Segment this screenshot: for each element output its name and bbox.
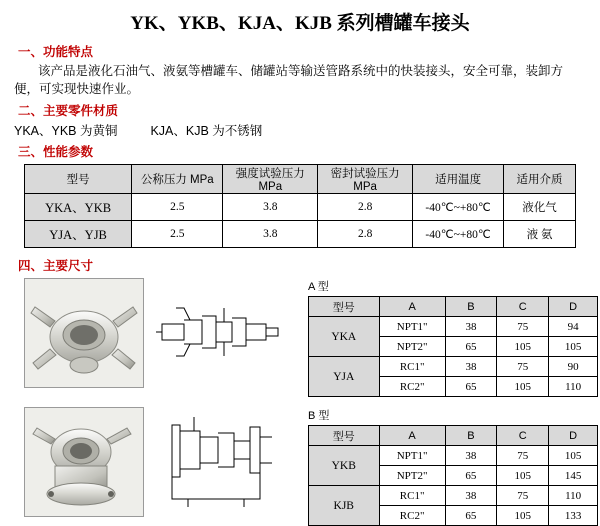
table-row <box>309 317 598 337</box>
column-header-d: D <box>549 426 598 446</box>
cell-d: 105 <box>549 446 598 466</box>
performance-table-head <box>25 165 576 194</box>
dimension-table-wrap-b <box>308 407 598 526</box>
column-header-c: C <box>497 297 549 317</box>
table-row <box>309 446 598 466</box>
table-row <box>25 221 576 248</box>
cell-a: NPT2" <box>379 466 445 486</box>
cell-b: 65 <box>445 466 496 486</box>
cell-model: YKB <box>309 446 380 486</box>
cell-temperature: -40℃~+80℃ <box>413 221 504 248</box>
cell-c: 75 <box>497 317 549 337</box>
cell-d: 133 <box>549 506 598 526</box>
cell-a: NPT1" <box>379 446 445 466</box>
column-header-c: C <box>497 426 549 446</box>
column-header-temperature: 适用温度 <box>413 165 504 194</box>
column-header-model: 型号 <box>309 426 380 446</box>
cell-temperature: -40℃~+80℃ <box>413 194 504 221</box>
cell-nominal-pressure: 2.5 <box>132 194 223 221</box>
cell-model: YJA <box>309 357 380 397</box>
page-title: YK、YKB、KJA、KJB 系列槽罐车接头 <box>130 13 470 34</box>
cell-b: 65 <box>445 377 496 397</box>
cell-b: 38 <box>445 446 496 466</box>
table-row <box>309 357 598 377</box>
cell-a: NPT1" <box>379 317 445 337</box>
type-label-b: B 型 <box>308 410 330 423</box>
line-drawing-b <box>154 407 284 515</box>
materials-line <box>14 121 600 139</box>
cell-seal-test-pressure: 2.8 <box>318 221 413 248</box>
cell-a: RC2" <box>379 377 445 397</box>
cell-strength-test-pressure: 3.8 <box>223 221 318 248</box>
dimension-table-a-head <box>309 297 598 317</box>
cell-a: RC1" <box>379 357 445 377</box>
column-header-strength-test-pressure: 强度试验压力 MPa <box>223 165 318 194</box>
cell-a: NPT2" <box>379 337 445 357</box>
cell-model: KJB <box>309 486 380 526</box>
dimension-table-b-body <box>309 446 598 526</box>
table-row <box>309 486 598 506</box>
materials-left-text: YKA、YKB 为黄铜 <box>14 124 118 139</box>
column-header-a: A <box>379 426 445 446</box>
dimension-table-a <box>308 296 598 397</box>
cell-medium: 液 氨 <box>504 221 576 248</box>
column-header-a: A <box>379 297 445 317</box>
cell-d: 105 <box>549 337 598 357</box>
dimension-table-b-head <box>309 426 598 446</box>
product-photo-b <box>24 407 144 517</box>
dimension-table-b <box>308 425 598 526</box>
cell-nominal-pressure: 2.5 <box>132 221 223 248</box>
performance-table-body <box>25 194 576 248</box>
cell-a: RC2" <box>379 506 445 526</box>
cell-c: 105 <box>497 377 549 397</box>
section-heading-features: 一、功能特点 <box>18 45 94 59</box>
section-heading-dimensions: 四、主要尺寸 <box>18 259 94 274</box>
column-header-b: B <box>445 297 496 317</box>
cell-model: YJA、YJB <box>25 221 132 248</box>
cell-model: YKA <box>309 317 380 357</box>
column-header-seal-test-pressure: 密封试验压力 MPa <box>318 165 413 194</box>
table-header-row <box>309 297 598 317</box>
section-heading-performance: 三、性能参数 <box>18 145 94 160</box>
photo-a-graphic <box>25 279 143 387</box>
cell-seal-test-pressure: 2.8 <box>318 194 413 221</box>
product-photo-a <box>24 278 144 388</box>
table-row <box>25 194 576 221</box>
table-header-row <box>25 165 576 194</box>
cell-d: 90 <box>549 357 598 377</box>
table-header-row <box>309 426 598 446</box>
column-header-b: B <box>445 426 496 446</box>
dimensions-area <box>0 278 600 526</box>
cell-d: 94 <box>549 317 598 337</box>
line-drawing-a-graphic <box>154 278 284 386</box>
cell-c: 105 <box>497 337 549 357</box>
dimension-table-wrap-a <box>308 278 598 397</box>
cell-model: YKA、YKB <box>25 194 132 221</box>
cell-b: 65 <box>445 506 496 526</box>
cell-c: 105 <box>497 466 549 486</box>
column-header-medium: 适用介质 <box>504 165 576 194</box>
line-drawing-a <box>154 278 284 386</box>
performance-table <box>24 164 576 248</box>
cell-b: 65 <box>445 337 496 357</box>
cell-b: 38 <box>445 357 496 377</box>
cell-d: 110 <box>549 486 598 506</box>
cell-c: 75 <box>497 486 549 506</box>
cell-d: 110 <box>549 377 598 397</box>
cell-c: 105 <box>497 506 549 526</box>
column-header-model: 型号 <box>25 165 132 194</box>
cell-c: 75 <box>497 446 549 466</box>
column-header-d: D <box>549 297 598 317</box>
cell-medium: 液化气 <box>504 194 576 221</box>
cell-b: 38 <box>445 317 496 337</box>
dimension-block-a <box>0 278 600 397</box>
cell-c: 75 <box>497 357 549 377</box>
line-drawing-b-graphic <box>154 407 284 515</box>
photo-b-graphic <box>25 408 143 516</box>
dimension-block-b <box>0 407 600 526</box>
type-label-a: A 型 <box>308 281 329 294</box>
cell-strength-test-pressure: 3.8 <box>223 194 318 221</box>
cell-b: 38 <box>445 486 496 506</box>
section-heading-materials: 二、主要零件材质 <box>18 104 119 119</box>
column-header-nominal-pressure: 公称压力 MPa <box>132 165 223 194</box>
features-body-text: 该产品是液化石油气、液氨等槽罐车、储罐站等输送管路系统中的快装接头，安全可靠，装卸方便，可实现快速作业。 <box>14 64 564 97</box>
cell-a: RC1" <box>379 486 445 506</box>
cell-d: 145 <box>549 466 598 486</box>
materials-right-text: KJA、KJB 为不锈钢 <box>150 124 263 139</box>
dimension-table-a-body <box>309 317 598 397</box>
column-header-model: 型号 <box>309 297 380 317</box>
